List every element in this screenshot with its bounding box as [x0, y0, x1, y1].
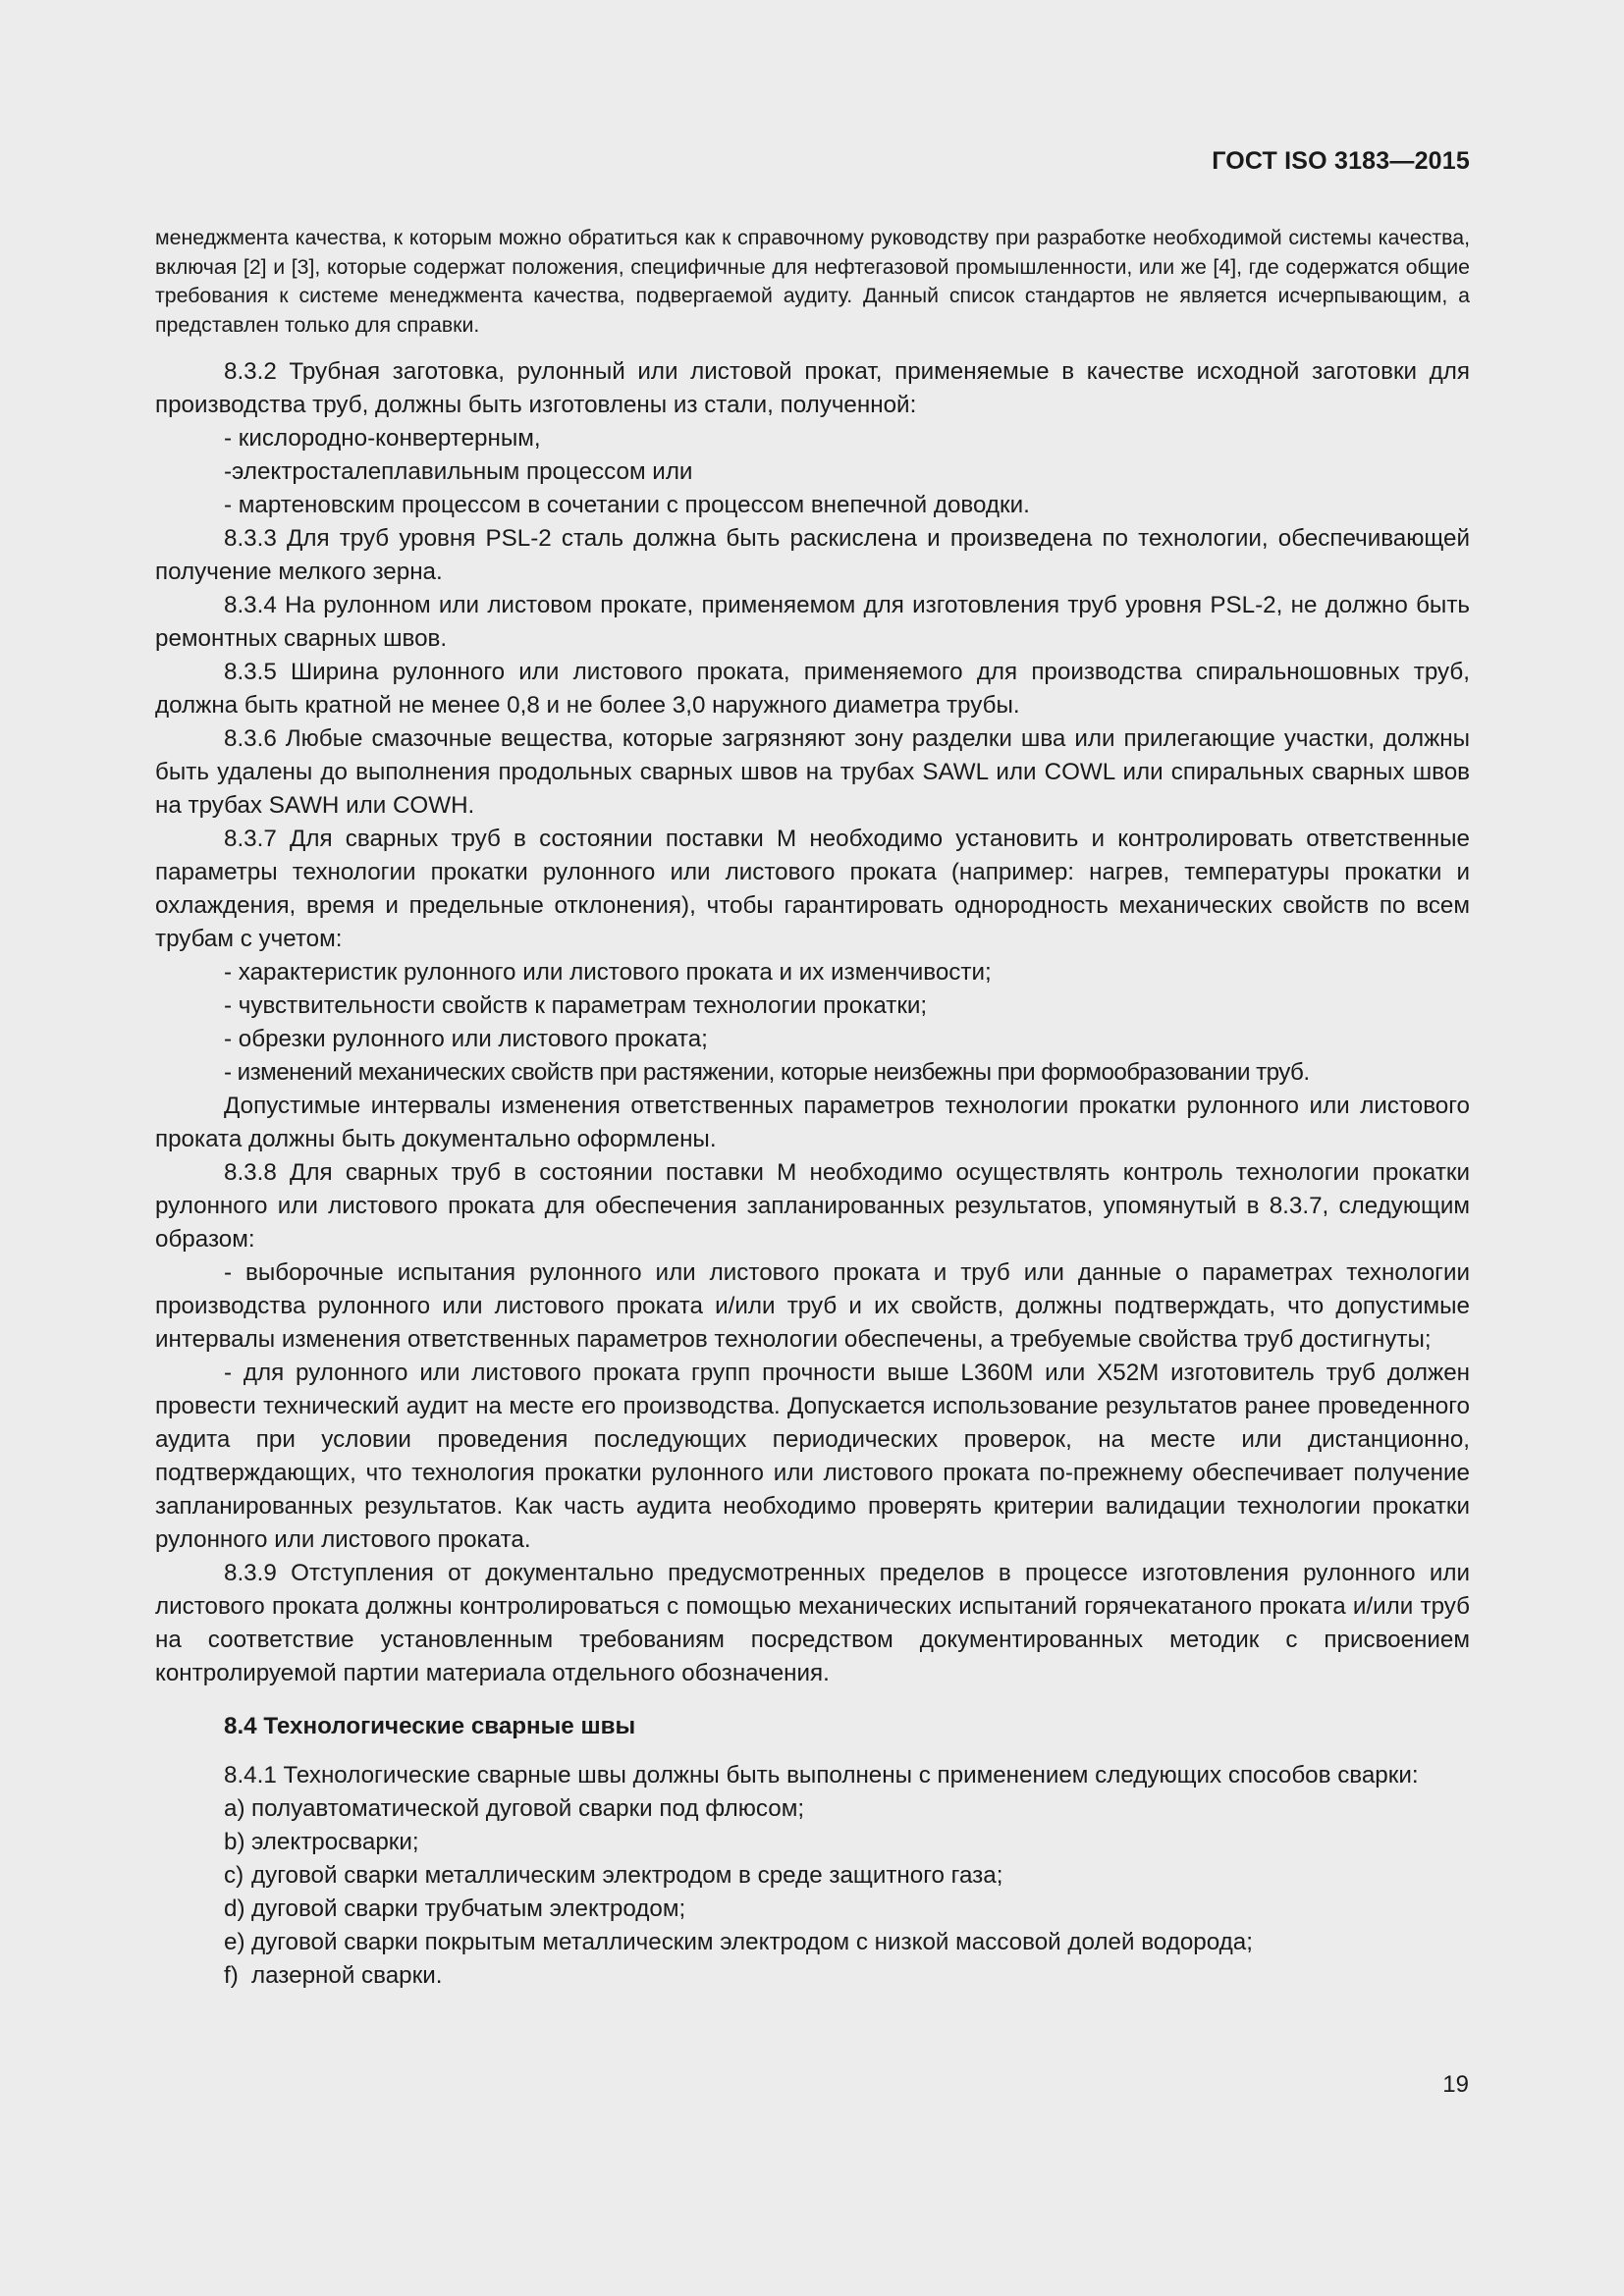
list-item: [155, 1926, 1470, 1959]
paragraph-8-3-2: 8.3.2 Трубная заготовка, рулонный или листовой прокат, применяемые в качестве исходной заготовки для производства труб, должны быть изготовлены из стали, полученной:: [155, 358, 1470, 418]
list-item-label: d): [224, 1896, 245, 1922]
paragraph-8-3-9: 8.3.9 Отступления от документально предусмотренных пределов в процессе изготовления рулонного или листового проката должны контролироваться с помощью механических испытаний горячекатаного проката и/или труб на соответствие установленным требованиям посредством документированных методик с присвоением контролируемой партии материала отдельного обозначения.: [155, 1560, 1470, 1686]
list-item: - изменений механических свойств при растяжении, которые неизбежны при формообразовании труб.: [224, 1059, 1310, 1086]
list-item: [155, 1826, 1470, 1859]
list-item-label: e): [224, 1929, 245, 1955]
section-title-8-4: 8.4 Технологические сварные швы: [224, 1713, 636, 1739]
list-item-text: лазерной сварки.: [251, 1962, 443, 1989]
paragraph-8-3-8: 8.3.8 Для сварных труб в состоянии поставки М необходимо осуществлять контроль технологии прокатки рулонного или листового проката для обеспечения запланированных результатов, упомянутый в 8.3.7, следующим образом:: [155, 1159, 1470, 1253]
list-item: [155, 1959, 1470, 1993]
paragraph-8-4-1: 8.4.1 Технологические сварные швы должны быть выполнены с применением следующих способов сварки:: [224, 1762, 1419, 1789]
paragraph-8-3-3: 8.3.3 Для труб уровня PSL-2 сталь должна быть раскислена и произведена по технологии, обеспечивающей получение мелкого зерна.: [155, 525, 1470, 585]
list-item-label: f): [224, 1962, 239, 1989]
list-item: - чувствительности свойств к параметрам технологии прокатки;: [224, 992, 928, 1019]
list-item-label: b): [224, 1829, 245, 1855]
paragraph-8-3-7-tail: Допустимые интервалы изменения ответственных параметров технологии прокатки рулонного или листового проката должны быть документально оформлены.: [155, 1093, 1470, 1152]
list-item: [155, 1859, 1470, 1893]
document-body: [155, 224, 1470, 1993]
list-item: - выборочные испытания рулонного или листового проката и труб или данные о параметрах технологии производства рулонного или листового проката и/или труб и их свойств, должны подтверждать, что допустимые интервалы изменения ответственных параметров технологии обеспечены, а требуемые свойства труб достигнуты;: [155, 1259, 1470, 1353]
list-item: - для рулонного или листового проката групп прочности выше L360M или X52M изготовитель труб должен провести технический аудит на месте его производства. Допускается использование результатов ранее проведенного аудита при условии проведения последующих периодических проверок, на месте или дистанционно, подтверждающих, что технология прокатки рулонного или листового проката по-прежнему обеспечивает получение запланированных результатов. Как часть аудита необходимо проверять критерии валидации технологии прокатки рулонного или листового проката.: [155, 1360, 1470, 1553]
paragraph-8-3-5: 8.3.5 Ширина рулонного или листового проката, применяемого для производства спиральношовных труб, должна быть кратной не менее 0,8 и не более 3,0 наружного диаметра трубы.: [155, 659, 1470, 719]
list-item-text: дуговой сварки металлическим электродом в среде защитного газа;: [251, 1862, 1003, 1889]
paragraph-8-3-6: 8.3.6 Любые смазочные вещества, которые загрязняют зону разделки шва или прилегающие участки, должны быть удалены до выполнения продольных сварных швов на трубах SAWL или COWL или спиральных сварных швов на трубах SAWH или COWH.: [155, 725, 1470, 819]
list-item: [155, 1893, 1470, 1926]
list-item: - мартеновским процессом в сочетании с процессом внепечной доводки.: [224, 492, 1030, 518]
intro-paragraph: менеджмента качества, к которым можно обратиться как к справочному руководству при разработке необходимой системы качества, включая [2] и [3], которые содержат положения, специфичные для нефтегазовой промышленности, или же [4], где содержатся общие требования к системе менеджмента качества, подвергаемой аудиту. Данный список стандартов не является исчерпывающим, а представлен только для справки.: [155, 226, 1470, 337]
page-number: 19: [1442, 2071, 1469, 2098]
list-item: [155, 1792, 1470, 1826]
list-item-text: электросварки;: [251, 1829, 419, 1855]
list-item: - обрезки рулонного или листового проката;: [224, 1026, 708, 1052]
list-item: - кислородно-конвертерным,: [224, 425, 541, 452]
list-item: -электросталеплавильным процессом или: [224, 458, 693, 485]
list-item-text: дуговой сварки трубчатым электродом;: [251, 1896, 686, 1922]
document-header: ГОСТ ISO 3183—2015: [1212, 147, 1470, 175]
list-item-text: дуговой сварки покрытым металлическим электродом с низкой массовой долей водорода;: [251, 1929, 1253, 1955]
list-item-text: полуавтоматической дуговой сварки под флюсом;: [251, 1795, 805, 1822]
paragraph-8-3-4: 8.3.4 На рулонном или листовом прокате, применяемом для изготовления труб уровня PSL-2, не должно быть ремонтных сварных швов.: [155, 592, 1470, 652]
list-item-label: a): [224, 1795, 245, 1822]
paragraph-8-3-7: 8.3.7 Для сварных труб в состоянии поставки М необходимо установить и контролировать ответственные параметры технологии прокатки рулонного или листового проката (например: нагрев, температуры прокатки и охлаждения, время и предельные отклонения), чтобы гарантировать однородность механических свойств по всем трубам с учетом:: [155, 826, 1470, 952]
list-item-label: c): [224, 1862, 244, 1889]
list-item: - характеристик рулонного или листового проката и их изменчивости;: [224, 959, 992, 986]
